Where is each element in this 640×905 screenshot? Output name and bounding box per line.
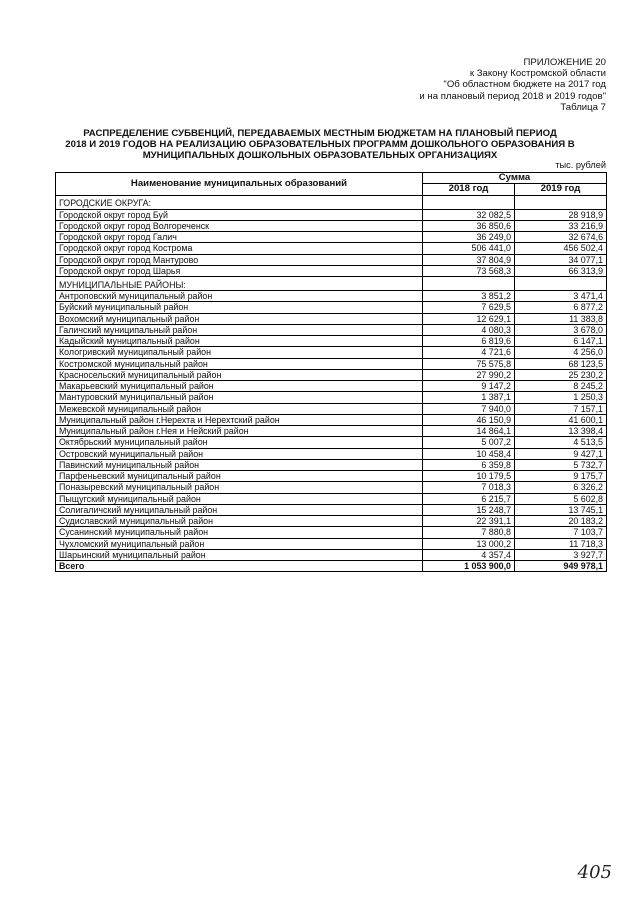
value-2018: 7 880,8 <box>423 527 515 538</box>
value-2019: 3 471,4 <box>515 291 607 302</box>
total-label: Всего <box>56 561 423 572</box>
value-2018: 4 080,3 <box>423 324 515 335</box>
municipality-name: Солигаличский муниципальный район <box>56 504 423 515</box>
total-2019: 949 978,1 <box>515 561 607 572</box>
value-2018: 36 850,6 <box>423 220 515 231</box>
value-2018: 10 458,4 <box>423 448 515 459</box>
value-2019: 33 216,9 <box>515 220 607 231</box>
value-2018: 14 864,1 <box>423 426 515 437</box>
value-2018: 9 147,2 <box>423 381 515 392</box>
value-2018: 4 721,6 <box>423 347 515 358</box>
value-2018: 7 629,5 <box>423 302 515 313</box>
table-row <box>56 459 607 470</box>
municipality-name: Городской округ город Шарья <box>56 265 423 276</box>
value-2019: 20 183,2 <box>515 516 607 527</box>
municipality-name: Красносельский муниципальный район <box>56 369 423 380</box>
municipality-name: Вохомский муниципальный район <box>56 313 423 324</box>
value-2018: 27 990,2 <box>423 369 515 380</box>
municipality-name: Кологривский муниципальный район <box>56 347 423 358</box>
value-2018: 4 357,4 <box>423 549 515 560</box>
header-name: Наименование муниципальных образований <box>56 173 423 196</box>
table-row <box>56 336 607 347</box>
table-row <box>56 265 607 276</box>
table-row <box>56 414 607 425</box>
value-2018: 22 391,1 <box>423 516 515 527</box>
value-2018: 1 387,1 <box>423 392 515 403</box>
value-2018: 15 248,7 <box>423 504 515 515</box>
value-2019: 13 745,1 <box>515 504 607 515</box>
document-title <box>40 128 600 161</box>
table-row <box>56 358 607 369</box>
table-row <box>56 291 607 302</box>
municipality-name: Городской округ город Кострома <box>56 243 423 254</box>
value-2019: 66 313,9 <box>515 265 607 276</box>
value-2018: 10 179,5 <box>423 471 515 482</box>
table-row <box>56 538 607 549</box>
section-row <box>56 277 607 291</box>
value-2019: 11 383,8 <box>515 313 607 324</box>
value-2019: 41 600,1 <box>515 414 607 425</box>
value-2018: 46 150,9 <box>423 414 515 425</box>
value-2018: 37 804,9 <box>423 254 515 265</box>
value-2019: 28 918,9 <box>515 209 607 220</box>
municipality-name: Антроповский муниципальный район <box>56 291 423 302</box>
appendix-line: "Об областном бюджете на 2017 год <box>443 79 606 91</box>
municipality-name: Муниципальный район г.Нея и Нейский район <box>56 426 423 437</box>
value-2019: 68 123,5 <box>515 358 607 369</box>
table-row <box>56 471 607 482</box>
table-row <box>56 369 607 380</box>
table-row <box>56 243 607 254</box>
value-2019: 9 175,7 <box>515 471 607 482</box>
value-2019: 6 326,2 <box>515 482 607 493</box>
municipality-name: Городской округ город Буй <box>56 209 423 220</box>
municipality-name: Муниципальный район г.Нерехта и Нерехтский район <box>56 414 423 425</box>
section-label: МУНИЦИПАЛЬНЫЕ РАЙОНЫ: <box>56 277 423 291</box>
value-2018: 506 441,0 <box>423 243 515 254</box>
table-row <box>56 482 607 493</box>
value-2019: 6 147,1 <box>515 336 607 347</box>
table-row <box>56 527 607 538</box>
value-2019: 1 250,3 <box>515 392 607 403</box>
title-line: МУНИЦИПАЛЬНЫХ ДОШКОЛЬНЫХ ОБРАЗОВАТЕЛЬНЫХ ОРГАНИЗАЦИЯХ <box>142 150 498 161</box>
value-2018: 75 575,8 <box>423 358 515 369</box>
value-2018: 7 018,3 <box>423 482 515 493</box>
table-row <box>56 448 607 459</box>
appendix-header <box>419 57 606 113</box>
table-body <box>56 195 607 572</box>
section-label: ГОРОДСКИЕ ОКРУГА: <box>56 195 423 209</box>
table-row <box>56 516 607 527</box>
subvention-table <box>55 172 607 572</box>
header-2019: 2019 год <box>515 184 607 195</box>
municipality-name: Межевской муниципальный район <box>56 403 423 414</box>
table-row <box>56 232 607 243</box>
value-2019: 3 678,0 <box>515 324 607 335</box>
municipality-name: Сусанинский муниципальный район <box>56 527 423 538</box>
value-2019: 5 602,8 <box>515 493 607 504</box>
table-row <box>56 313 607 324</box>
municipality-name: Октябрьский муниципальный район <box>56 437 423 448</box>
value-2019: 9 427,1 <box>515 448 607 459</box>
total-row <box>56 561 607 572</box>
value-2019: 8 245,2 <box>515 381 607 392</box>
value-2018: 7 940,0 <box>423 403 515 414</box>
table-row <box>56 347 607 358</box>
value-2019: 7 157,1 <box>515 403 607 414</box>
table-row <box>56 209 607 220</box>
table-row <box>56 381 607 392</box>
appendix-line: ПРИЛОЖЕНИЕ 20 <box>523 57 606 68</box>
table-row <box>56 220 607 231</box>
section-row <box>56 195 607 209</box>
municipality-name: Буйский муниципальный район <box>56 302 423 313</box>
value-2018: 6 359,8 <box>423 459 515 470</box>
value-2018: 6 819,6 <box>423 336 515 347</box>
municipality-name: Костромской муниципальный район <box>56 358 423 369</box>
header-sum: Сумма <box>423 173 607 184</box>
municipality-name: Галичский муниципальный район <box>56 324 423 335</box>
municipality-name: Судиславский муниципальный район <box>56 516 423 527</box>
value-2019: 5 732,7 <box>515 459 607 470</box>
value-2018: 3 851,2 <box>423 291 515 302</box>
value-2019: 3 927,7 <box>515 549 607 560</box>
units-label: тыс. рублей <box>555 160 606 170</box>
municipality-name: Мантуровский муниципальный район <box>56 392 423 403</box>
value-2018: 5 007,2 <box>423 437 515 448</box>
municipality-name: Шарьинский муниципальный район <box>56 549 423 560</box>
value-2018: 32 082,5 <box>423 209 515 220</box>
table-number: Таблица 7 <box>560 101 606 113</box>
table-row <box>56 324 607 335</box>
value-2019: 7 103,7 <box>515 527 607 538</box>
table-row <box>56 493 607 504</box>
table-row <box>56 392 607 403</box>
value-2019: 32 674,6 <box>515 232 607 243</box>
header-2018: 2018 год <box>423 184 515 195</box>
value-2019: 6 877,2 <box>515 302 607 313</box>
value-2018: 6 215,7 <box>423 493 515 504</box>
municipality-name: Пыщугский муниципальный район <box>56 493 423 504</box>
value-2019: 4 513,5 <box>515 437 607 448</box>
municipality-name: Макарьевский муниципальный район <box>56 381 423 392</box>
municipality-name: Городской округ город Галич <box>56 232 423 243</box>
table-row <box>56 549 607 560</box>
total-2018: 1 053 900,0 <box>423 561 515 572</box>
value-2018: 12 629,1 <box>423 313 515 324</box>
municipality-name: Чухломский муниципальный район <box>56 538 423 549</box>
title-line: РАСПРЕДЕЛЕНИЕ СУБВЕНЦИЙ, ПЕРЕДАВАЕМЫХ МЕСТНЫМ БЮДЖЕТАМ НА ПЛАНОВЫЙ ПЕРИОД <box>83 128 557 139</box>
value-2019: 34 077,1 <box>515 254 607 265</box>
municipality-name: Кадыйский муниципальный район <box>56 336 423 347</box>
value-2019: 11 718,3 <box>515 538 607 549</box>
table-row <box>56 403 607 414</box>
municipality-name: Поназыревский муниципальный район <box>56 482 423 493</box>
municipality-name: Островский муниципальный район <box>56 448 423 459</box>
value-2019: 4 256,0 <box>515 347 607 358</box>
municipality-name: Парфеньевский муниципальный район <box>56 471 423 482</box>
value-2019: 456 502,4 <box>515 243 607 254</box>
table-row <box>56 437 607 448</box>
municipality-name: Городской округ город Мантурово <box>56 254 423 265</box>
value-2018: 36 249,0 <box>423 232 515 243</box>
value-2019: 25 230,2 <box>515 369 607 380</box>
municipality-name: Павинский муниципальный район <box>56 459 423 470</box>
table-row <box>56 504 607 515</box>
appendix-line: к Закону Костромской области <box>469 68 606 80</box>
municipality-name: Городской округ город Волгореченск <box>56 220 423 231</box>
table-row <box>56 426 607 437</box>
table-row <box>56 302 607 313</box>
table-row <box>56 254 607 265</box>
title-line: 2018 И 2019 ГОДОВ НА РЕАЛИЗАЦИЮ ОБРАЗОВАТЕЛЬНЫХ ПРОГРАММ ДОШКОЛЬНОГО ОБРАЗОВАНИЯ В <box>65 139 575 150</box>
value-2018: 13 000,2 <box>423 538 515 549</box>
page-number: 405 <box>577 862 612 883</box>
value-2019: 13 398,4 <box>515 426 607 437</box>
value-2018: 73 568,3 <box>423 265 515 276</box>
appendix-line: и на плановый период 2018 и 2019 годов" <box>419 90 606 102</box>
